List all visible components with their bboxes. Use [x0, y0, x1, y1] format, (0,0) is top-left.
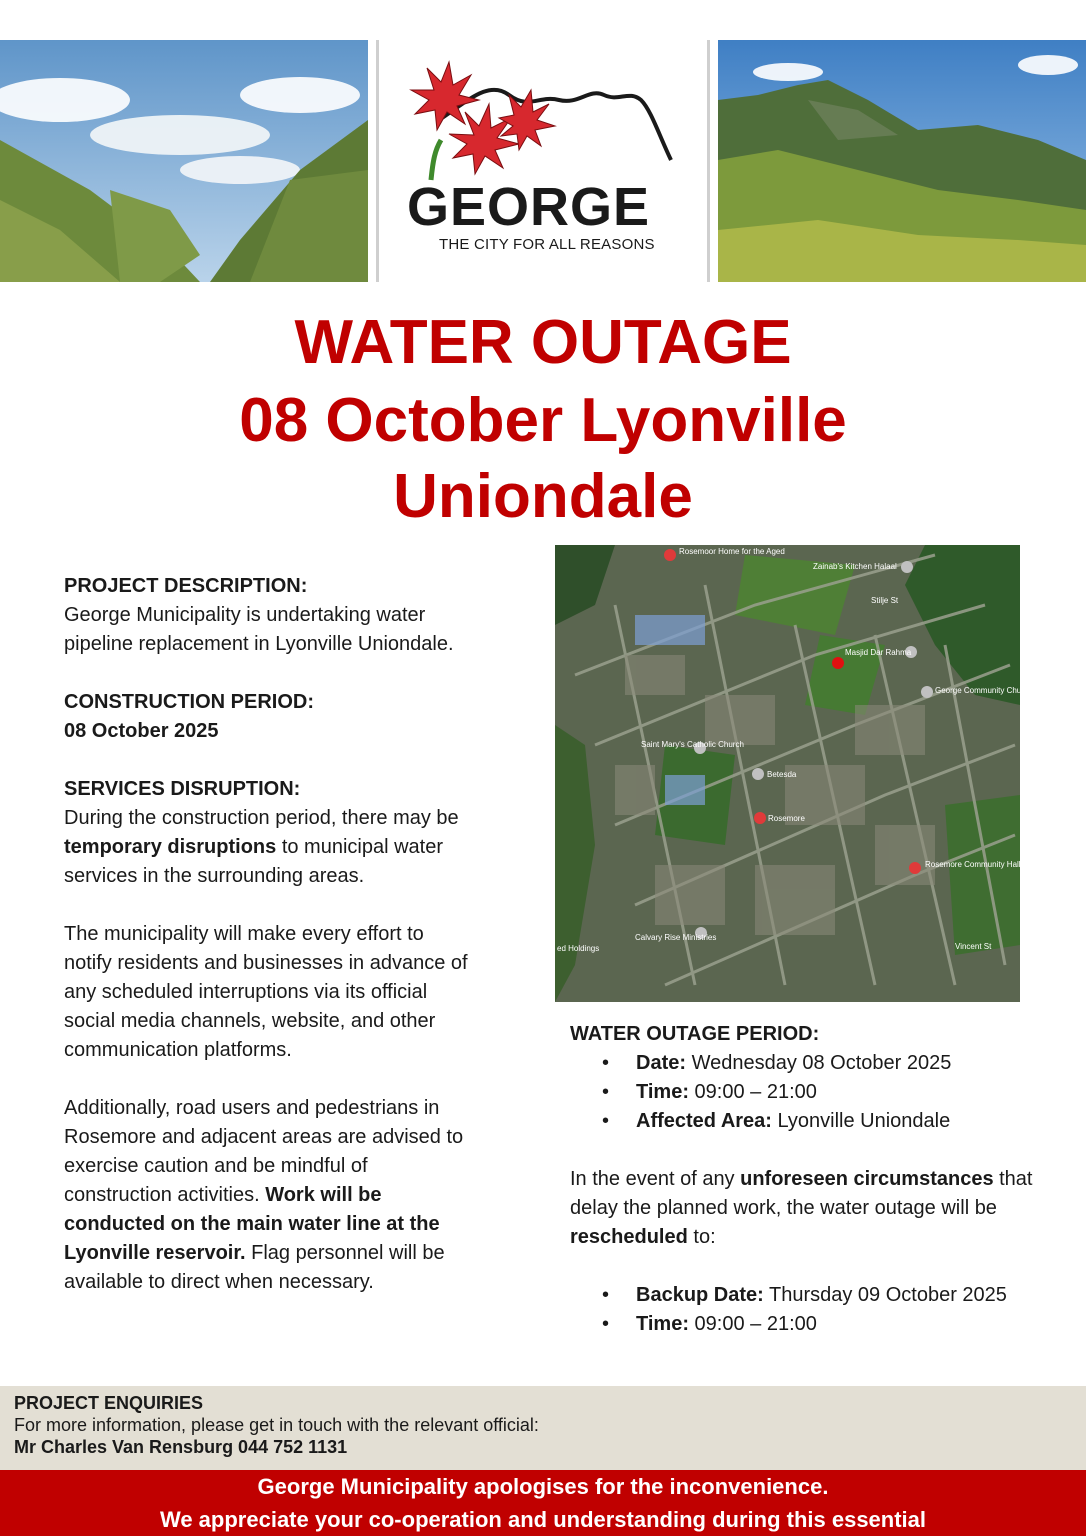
headline-title: WATER OUTAGE — [294, 308, 792, 377]
unforeseen-circumstances-text: In the event of any unforeseen circumstances that delay the planned work, the water outage will be rescheduled to: — [570, 1168, 1033, 1248]
mountain-photo-left — [0, 40, 368, 282]
list-item: • Backup Date: Thursday 09 October 2025 — [602, 1281, 1050, 1310]
enquiries-heading: PROJECT ENQUIRIES — [14, 1393, 204, 1413]
list-item: • Date: Wednesday 08 October 2025 — [602, 1049, 1050, 1078]
construction-period-date: 08 October 2025 — [64, 720, 219, 742]
map-label-betesda: Betesda — [767, 770, 797, 779]
footer-apology — [0, 1470, 1086, 1536]
outage-period-heading: WATER OUTAGE PERIOD: — [570, 1023, 820, 1045]
enquiries-text: For more information, please get in touch with the relevant official: — [14, 1415, 539, 1435]
headline-town: Uniondale — [393, 462, 693, 531]
list-item: • Affected Area: Lyonville Uniondale — [602, 1107, 1050, 1136]
map-label-vincent: Vincent St — [955, 942, 992, 951]
list-item: • Time: 09:00 – 21:00 — [602, 1310, 1050, 1339]
map-label-saint-marys: Saint Mary's Catholic Church — [641, 740, 744, 749]
project-description-text: George Municipality is undertaking water pipeline replacement in Lyonville Uniondale. — [64, 604, 454, 655]
logo-tagline: THE CITY FOR ALL REASONS — [439, 236, 655, 253]
services-disruption-heading: SERVICES DISRUPTION: — [64, 778, 301, 800]
map-label-rosemoor-home: Rosemoor Home for the Aged — [679, 547, 785, 556]
road-users-text: Additionally, road users and pedestrians in Rosemore and adjacent areas are advised to exercise caution and be mindful of construction activities. Work will be conducted on the main water line at the Lyonville reservoir. Flag personnel will be available to direct when necessary. — [64, 1097, 464, 1293]
project-enquiries-band — [0, 1386, 1086, 1470]
footer-line-1: George Municipality apologises for the inconvenience. — [257, 1474, 829, 1499]
enquiries-contact: Mr Charles Van Rensburg 044 752 1131 — [14, 1437, 348, 1457]
outage-period-list — [602, 1049, 1050, 1136]
headline-date-location: 08 October Lyonville — [239, 386, 847, 455]
backup-list — [602, 1281, 1050, 1339]
map-label-holdings: ed Holdings — [557, 944, 600, 953]
map-label-rosemore-hall: Rosemore Community Hall — [925, 860, 1021, 869]
right-column — [570, 1020, 1050, 1339]
left-column — [64, 572, 474, 1297]
notification-text: The municipality will make every effort to notify residents and businesses in advance of any scheduled interruptions via its official social media channels, website, and other communication platforms. — [64, 923, 468, 1061]
map-label-rosemore: Rosemore — [768, 814, 805, 823]
satellite-map — [555, 545, 1033, 1002]
map-label-george-church: George Community Church — [935, 686, 1033, 695]
map-label-calvary: Calvary Rise Ministries — [635, 933, 717, 942]
footer-line-2: We appreciate your co-operation and understanding during this essential — [159, 1507, 927, 1532]
map-label-masjid: Masjid Dar Rahma — [845, 648, 912, 657]
headline — [0, 306, 1086, 532]
construction-period-heading: CONSTRUCTION PERIOD: — [64, 691, 314, 713]
george-logo — [376, 40, 710, 282]
project-description-heading: PROJECT DESCRIPTION: — [64, 575, 308, 597]
mountain-photo-right — [718, 40, 1086, 282]
header-banner — [0, 40, 1086, 282]
logo-wordmark: GEORGE — [407, 177, 651, 237]
map-label-zainabs: Zainab's Kitchen Halaal — [813, 562, 897, 571]
list-item: • Time: 09:00 – 21:00 — [602, 1078, 1050, 1107]
services-disruption-text: During the construction period, there may be temporary disruptions to municipal water services in the surrounding areas. — [64, 807, 459, 887]
map-label-stilje: Stilje St — [871, 596, 899, 605]
